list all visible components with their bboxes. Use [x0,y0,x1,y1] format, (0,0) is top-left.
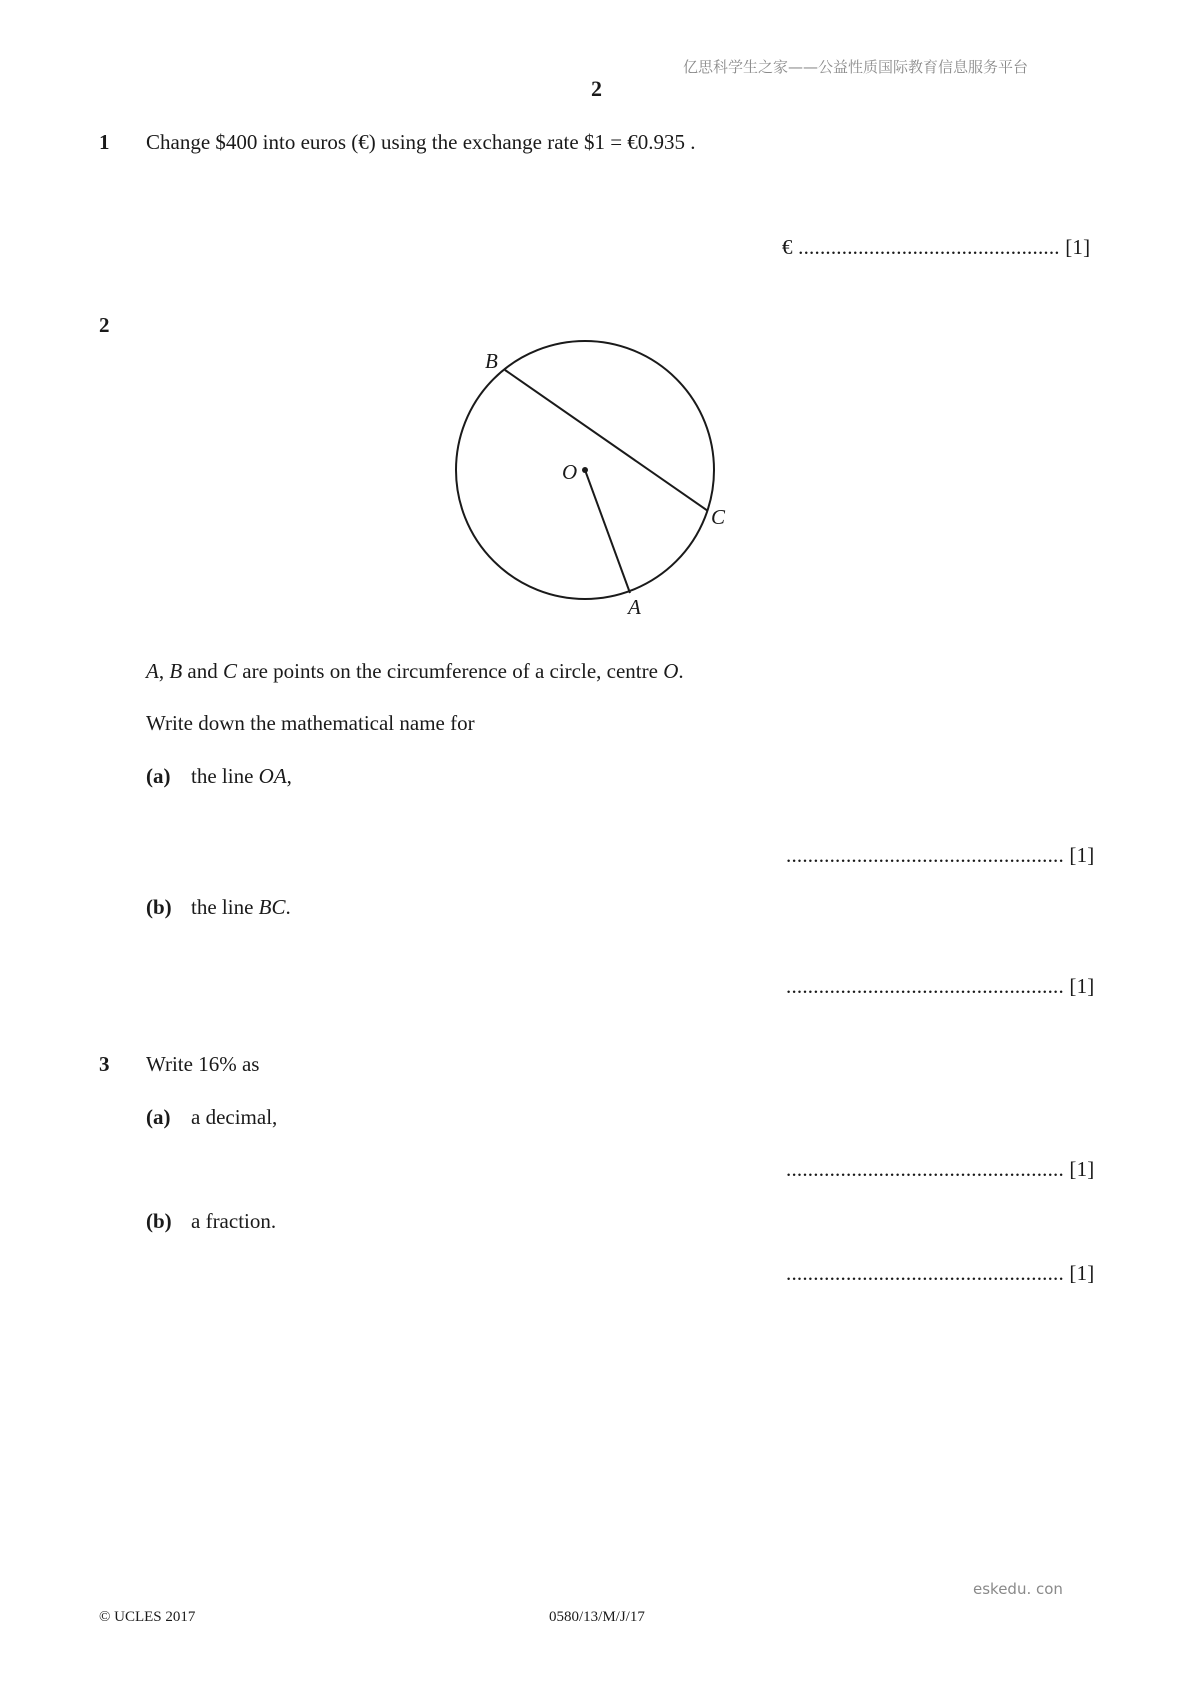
circle-diagram [440,330,740,630]
answer-dots: ................................................... [786,1157,1064,1181]
question-2b-text: the line BC. [191,895,291,919]
question-3-number: 3 [99,1052,110,1076]
centre-point [582,467,588,473]
marks: [1] [1069,1261,1095,1285]
answer-dots: ................................................ [798,235,1060,259]
question-1-number: 1 [99,130,110,154]
question-2b-label: (b) [146,895,172,919]
radius-oa [585,470,630,593]
watermark-bottom: eskedu. con [973,1580,1063,1598]
chord-bc [505,370,708,511]
answer-dots: ................................................... [786,1261,1064,1285]
answer-dots: ................................................... [786,974,1064,998]
page-number: 2 [591,76,602,101]
label-c: C [711,505,726,529]
question-3a-text: a decimal, [191,1105,278,1129]
euro-prefix: € [782,235,793,259]
question-3-text: Write 16% as [146,1052,260,1076]
label-o: O [562,460,578,484]
question-3b-text: a fraction. [191,1209,277,1233]
question-3a-answer-line[interactable] [786,1157,1095,1182]
marks: [1] [1069,1157,1095,1181]
watermark-top: 亿思科学生之家——公益性质国际教育信息服务平台 [683,58,1029,76]
question-2a-answer-line[interactable] [786,843,1095,868]
question-2a-text: the line OA, [191,764,292,788]
footer-paper-code: 0580/13/M/J/17 [549,1609,645,1625]
answer-dots: ................................................... [786,843,1064,867]
question-3b-label: (b) [146,1209,172,1233]
question-2a-label: (a) [146,764,171,788]
question-2-number: 2 [99,313,110,337]
question-2-statement: A, B and C are points on the circumference of a circle, centre O. [146,659,684,683]
marks: [1] [1065,235,1091,259]
question-3a-label: (a) [146,1105,171,1129]
question-1-text: Change $400 into euros (€) using the exchange rate $1 = €0.935 . [146,130,696,154]
label-b: B [485,349,498,373]
footer-copyright: © UCLES 2017 [99,1609,196,1625]
question-3b-answer-line[interactable] [786,1261,1095,1286]
marks: [1] [1069,974,1095,998]
marks: [1] [1069,843,1095,867]
question-2b-answer-line[interactable] [786,974,1095,999]
label-a: A [628,595,641,619]
question-2-instruction: Write down the mathematical name for [146,711,475,735]
question-1-answer-line[interactable] [782,235,1090,260]
